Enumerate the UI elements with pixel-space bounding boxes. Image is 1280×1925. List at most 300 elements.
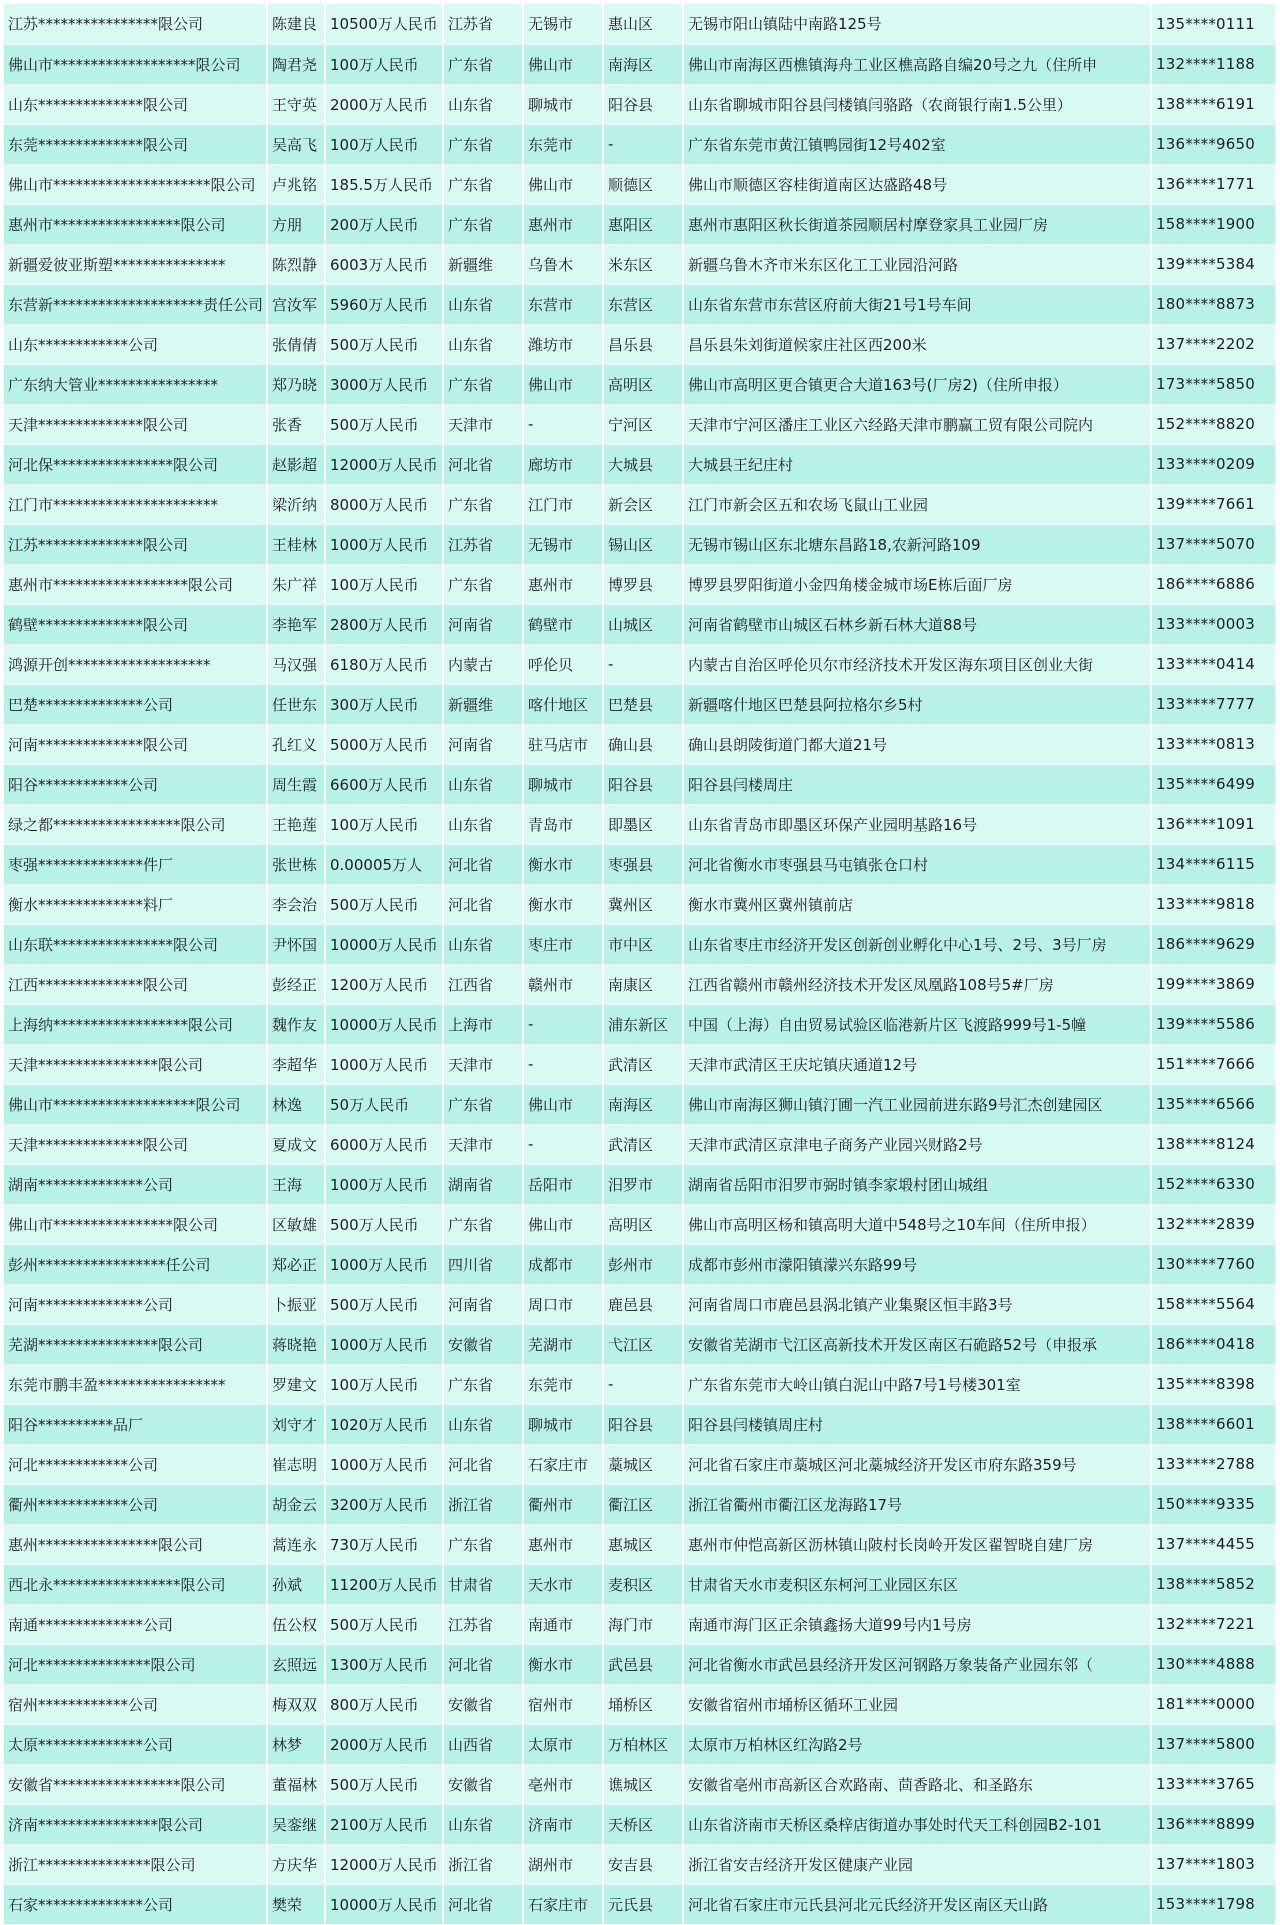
district-cell: 惠城区 [603, 1524, 683, 1564]
phone-cell: 137****1803 [1151, 1844, 1276, 1884]
province-cell: 江西省 [443, 964, 523, 1004]
district-cell: 宁河区 [603, 404, 683, 444]
table-row [4, 84, 1276, 124]
legal-person-cell: 彭经正 [267, 964, 325, 1004]
legal-person-cell: 刘守才 [267, 1404, 325, 1444]
legal-person-cell: 蒿连永 [267, 1524, 325, 1564]
company-name-cell: 惠州市******************限公司 [4, 564, 267, 604]
district-cell: 海门市 [603, 1604, 683, 1644]
table-row [4, 564, 1276, 604]
table-row [4, 1804, 1276, 1844]
district-cell: 弋江区 [603, 1324, 683, 1364]
registered-capital-cell: 10500万人民币 [325, 4, 443, 44]
registered-capital-cell: 1020万人民币 [325, 1404, 443, 1444]
province-cell: 广东省 [443, 204, 523, 244]
registered-capital-cell: 1000万人民币 [325, 1164, 443, 1204]
city-cell: 东莞市 [523, 124, 603, 164]
province-cell: 山东省 [443, 324, 523, 364]
table-row [4, 684, 1276, 724]
city-cell: 东营市 [523, 284, 603, 324]
table-row [4, 644, 1276, 684]
address-cell: 内蒙古自治区呼伦贝尔市经济技术开发区海东项目区创业大街 [683, 644, 1151, 684]
legal-person-cell: 区敏雄 [267, 1204, 325, 1244]
address-cell: 无锡市锡山区东北塘东昌路18,农新河路109 [683, 524, 1151, 564]
company-name-cell: 新疆爱彼亚斯塑*************** [4, 244, 267, 284]
company-name-cell: 上海纳******************限公司 [4, 1004, 267, 1044]
legal-person-cell: 任世东 [267, 684, 325, 724]
district-cell: 阳谷县 [603, 1404, 683, 1444]
city-cell: 枣庄市 [523, 924, 603, 964]
address-cell: 山东省济南市天桥区桑梓店街道办事处时代天工科创园B2-101 [683, 1804, 1151, 1844]
registered-capital-cell: 6003万人民币 [325, 244, 443, 284]
city-cell: 赣州市 [523, 964, 603, 1004]
company-name-cell: 江苏****************限公司 [4, 4, 267, 44]
district-cell: 安吉县 [603, 1844, 683, 1884]
district-cell: 武清区 [603, 1124, 683, 1164]
company-name-cell: 惠州市*****************限公司 [4, 204, 267, 244]
district-cell: 米东区 [603, 244, 683, 284]
province-cell: 河北省 [443, 884, 523, 924]
phone-cell: 136****9650 [1151, 124, 1276, 164]
legal-person-cell: 王海 [267, 1164, 325, 1204]
district-cell: 大城县 [603, 444, 683, 484]
address-cell: 山东省枣庄市经济开发区创新创业孵化中心1号、2号、3号厂房 [683, 924, 1151, 964]
phone-cell: 139****5384 [1151, 244, 1276, 284]
district-cell: 博罗县 [603, 564, 683, 604]
address-cell: 河北省衡水市枣强县马屯镇张仓口村 [683, 844, 1151, 884]
district-cell: 彭州市 [603, 1244, 683, 1284]
registered-capital-cell: 10000万人民币 [325, 924, 443, 964]
address-cell: 浙江省安吉经济开发区健康产业园 [683, 1844, 1151, 1884]
legal-person-cell: 王艳莲 [267, 804, 325, 844]
district-cell: 新会区 [603, 484, 683, 524]
address-cell: 湖南省岳阳市汨罗市弼时镇李家塅村团山城组 [683, 1164, 1151, 1204]
company-name-cell: 湖南**************公司 [4, 1164, 267, 1204]
district-cell: 高明区 [603, 1204, 683, 1244]
registered-capital-cell: 2100万人民币 [325, 1804, 443, 1844]
company-name-cell: 阳谷************公司 [4, 764, 267, 804]
table-row [4, 324, 1276, 364]
company-name-cell: 济南****************限公司 [4, 1804, 267, 1844]
phone-cell: 139****7661 [1151, 484, 1276, 524]
company-name-cell: 东营新********************责任公司 [4, 284, 267, 324]
company-name-cell: 西北永*****************限公司 [4, 1564, 267, 1604]
address-cell: 安徽省亳州市高新区合欢路南、茴香路北、和圣路东 [683, 1764, 1151, 1804]
company-name-cell: 天津**************限公司 [4, 404, 267, 444]
legal-person-cell: 罗建文 [267, 1364, 325, 1404]
company-name-cell: 绿之都*****************限公司 [4, 804, 267, 844]
registered-capital-cell: 500万人民币 [325, 1764, 443, 1804]
address-cell: 河南省周口市鹿邑县涡北镇产业集聚区恒丰路3号 [683, 1284, 1151, 1324]
city-cell: 鹤壁市 [523, 604, 603, 644]
phone-cell: 186****0418 [1151, 1324, 1276, 1364]
city-cell: 呼伦贝 [523, 644, 603, 684]
company-name-cell: 彭州*****************任公司 [4, 1244, 267, 1284]
address-cell: 山东省聊城市阳谷县闫楼镇闫骆路（农商银行南1.5公里） [683, 84, 1151, 124]
company-name-cell: 佛山市*********************限公司 [4, 164, 267, 204]
phone-cell: 135****6499 [1151, 764, 1276, 804]
table-row [4, 1364, 1276, 1404]
province-cell: 河南省 [443, 1284, 523, 1324]
province-cell: 广东省 [443, 1084, 523, 1124]
company-name-cell: 安徽省*****************限公司 [4, 1764, 267, 1804]
address-cell: 河北省石家庄市元氏县河北元氏经济开发区南区天山路 [683, 1884, 1151, 1924]
company-name-cell: 石家**************公司 [4, 1884, 267, 1924]
company-name-cell: 山东联****************限公司 [4, 924, 267, 964]
province-cell: 江苏省 [443, 524, 523, 564]
phone-cell: 150****9335 [1151, 1484, 1276, 1524]
table-row [4, 1124, 1276, 1164]
company-name-cell: 南通**************公司 [4, 1604, 267, 1644]
city-cell: - [523, 1044, 603, 1084]
table-row [4, 1484, 1276, 1524]
province-cell: 山东省 [443, 804, 523, 844]
phone-cell: 133****3765 [1151, 1764, 1276, 1804]
legal-person-cell: 吴高飞 [267, 124, 325, 164]
company-name-cell: 惠州****************限公司 [4, 1524, 267, 1564]
city-cell: 岳阳市 [523, 1164, 603, 1204]
city-cell: 喀什地区 [523, 684, 603, 724]
city-cell: 驻马店市 [523, 724, 603, 764]
city-cell: 石家庄市 [523, 1444, 603, 1484]
registered-capital-cell: 8000万人民币 [325, 484, 443, 524]
city-cell: 廊坊市 [523, 444, 603, 484]
province-cell: 新疆维 [443, 244, 523, 284]
province-cell: 四川省 [443, 1244, 523, 1284]
table-row [4, 724, 1276, 764]
table-row [4, 1604, 1276, 1644]
province-cell: 广东省 [443, 1364, 523, 1404]
province-cell: 内蒙古 [443, 644, 523, 684]
registered-capital-cell: 5000万人民币 [325, 724, 443, 764]
city-cell: 潍坊市 [523, 324, 603, 364]
table-row [4, 964, 1276, 1004]
district-cell: 锡山区 [603, 524, 683, 564]
district-cell: 巴楚县 [603, 684, 683, 724]
registered-capital-cell: 500万人民币 [325, 324, 443, 364]
city-cell: 衡水市 [523, 844, 603, 884]
registered-capital-cell: 11200万人民币 [325, 1564, 443, 1604]
city-cell: 天水市 [523, 1564, 603, 1604]
district-cell: 阳谷县 [603, 84, 683, 124]
phone-cell: 186****6886 [1151, 564, 1276, 604]
phone-cell: 135****6566 [1151, 1084, 1276, 1124]
legal-person-cell: 马汉强 [267, 644, 325, 684]
province-cell: 河北省 [443, 1444, 523, 1484]
address-cell: 成都市彭州市濛阳镇濛兴东路99号 [683, 1244, 1151, 1284]
phone-cell: 133****7777 [1151, 684, 1276, 724]
district-cell: 南康区 [603, 964, 683, 1004]
address-cell: 天津市宁河区潘庄工业区六经路天津市鹏赢工贸有限公司院内 [683, 404, 1151, 444]
table-row [4, 364, 1276, 404]
legal-person-cell: 董福林 [267, 1764, 325, 1804]
phone-cell: 133****0813 [1151, 724, 1276, 764]
table-row [4, 1884, 1276, 1924]
registered-capital-cell: 1000万人民币 [325, 1324, 443, 1364]
city-cell: 宿州市 [523, 1684, 603, 1724]
company-name-cell: 芜湖****************限公司 [4, 1324, 267, 1364]
table-row [4, 204, 1276, 244]
phone-cell: 158****5564 [1151, 1284, 1276, 1324]
city-cell: 惠州市 [523, 204, 603, 244]
legal-person-cell: 王桂林 [267, 524, 325, 564]
registered-capital-cell: 1000万人民币 [325, 1444, 443, 1484]
phone-cell: 173****5850 [1151, 364, 1276, 404]
city-cell: 石家庄市 [523, 1884, 603, 1924]
province-cell: 湖南省 [443, 1164, 523, 1204]
district-cell: 山城区 [603, 604, 683, 644]
company-name-cell: 宿州************公司 [4, 1684, 267, 1724]
address-cell: 广东省东莞市黄江镇鸭园街12号402室 [683, 124, 1151, 164]
district-cell: 枣强县 [603, 844, 683, 884]
city-cell: 无锡市 [523, 4, 603, 44]
company-name-cell: 山东************公司 [4, 324, 267, 364]
city-cell: 惠州市 [523, 1524, 603, 1564]
table-row [4, 1204, 1276, 1244]
legal-person-cell: 周生霞 [267, 764, 325, 804]
legal-person-cell: 樊荣 [267, 1884, 325, 1924]
table-row [4, 1084, 1276, 1124]
address-cell: 昌乐县朱刘街道候家庄社区西200米 [683, 324, 1151, 364]
company-name-cell: 河南**************公司 [4, 1284, 267, 1324]
company-name-cell: 江西**************限公司 [4, 964, 267, 1004]
district-cell: - [603, 644, 683, 684]
legal-person-cell: 陈建良 [267, 4, 325, 44]
registered-capital-cell: 100万人民币 [325, 1364, 443, 1404]
table-row [4, 484, 1276, 524]
table-row [4, 404, 1276, 444]
phone-cell: 133****0003 [1151, 604, 1276, 644]
table-row [4, 1444, 1276, 1484]
district-cell: 藁城区 [603, 1444, 683, 1484]
legal-person-cell: 李艳军 [267, 604, 325, 644]
table-row [4, 444, 1276, 484]
table-row [4, 4, 1276, 44]
legal-person-cell: 魏作友 [267, 1004, 325, 1044]
registered-capital-cell: 6180万人民币 [325, 644, 443, 684]
phone-cell: 132****7221 [1151, 1604, 1276, 1644]
registered-capital-cell: 6000万人民币 [325, 1124, 443, 1164]
district-cell: - [603, 124, 683, 164]
phone-cell: 139****5586 [1151, 1004, 1276, 1044]
phone-cell: 135****8398 [1151, 1364, 1276, 1404]
registered-capital-cell: 10000万人民币 [325, 1884, 443, 1924]
address-cell: 佛山市南海区西樵镇海舟工业区樵高路自编20号之九（住所申 [683, 44, 1151, 84]
city-cell: 济南市 [523, 1804, 603, 1844]
province-cell: 天津市 [443, 1044, 523, 1084]
province-cell: 安徽省 [443, 1764, 523, 1804]
phone-cell: 134****6115 [1151, 844, 1276, 884]
table-row [4, 1164, 1276, 1204]
table-row [4, 604, 1276, 644]
district-cell: 天桥区 [603, 1804, 683, 1844]
table-row [4, 284, 1276, 324]
phone-cell: 181****0000 [1151, 1684, 1276, 1724]
registered-capital-cell: 1000万人民币 [325, 1244, 443, 1284]
district-cell: 麦积区 [603, 1564, 683, 1604]
address-cell: 太原市万柏林区红沟路2号 [683, 1724, 1151, 1764]
province-cell: 广东省 [443, 124, 523, 164]
district-cell: 汨罗市 [603, 1164, 683, 1204]
table-row [4, 524, 1276, 564]
registered-capital-cell: 500万人民币 [325, 1204, 443, 1244]
registered-capital-cell: 100万人民币 [325, 124, 443, 164]
district-cell: 南海区 [603, 1084, 683, 1124]
address-cell: 河北省石家庄市藁城区河北藁城经济开发区市府东路359号 [683, 1444, 1151, 1484]
province-cell: 广东省 [443, 44, 523, 84]
legal-person-cell: 郑必正 [267, 1244, 325, 1284]
company-name-cell: 巴楚**************公司 [4, 684, 267, 724]
legal-person-cell: 尹怀国 [267, 924, 325, 964]
address-cell: 江门市新会区五和农场飞鼠山工业园 [683, 484, 1151, 524]
province-cell: 安徽省 [443, 1684, 523, 1724]
phone-cell: 133****9818 [1151, 884, 1276, 924]
address-cell: 江西省赣州市赣州经济技术开发区凤凰路108号5#厂房 [683, 964, 1151, 1004]
company-name-cell: 东莞市鹏丰盈***************** [4, 1364, 267, 1404]
city-cell: 成都市 [523, 1244, 603, 1284]
province-cell: 广东省 [443, 484, 523, 524]
district-cell: 市中区 [603, 924, 683, 964]
province-cell: 河南省 [443, 724, 523, 764]
legal-person-cell: 林梦 [267, 1724, 325, 1764]
phone-cell: 153****1798 [1151, 1884, 1276, 1924]
registered-capital-cell: 1000万人民币 [325, 1044, 443, 1084]
legal-person-cell: 方庆华 [267, 1844, 325, 1884]
legal-person-cell: 孙斌 [267, 1564, 325, 1604]
province-cell: 河南省 [443, 604, 523, 644]
address-cell: 佛山市南海区狮山镇汀圃一汽工业园前进东路9号汇杰创建园区 [683, 1084, 1151, 1124]
table-row [4, 804, 1276, 844]
address-cell: 确山县朗陵街道门都大道21号 [683, 724, 1151, 764]
district-cell: 惠阳区 [603, 204, 683, 244]
phone-cell: 158****1900 [1151, 204, 1276, 244]
table-row [4, 1004, 1276, 1044]
legal-person-cell: 方朋 [267, 204, 325, 244]
city-cell: - [523, 404, 603, 444]
province-cell: 河北省 [443, 444, 523, 484]
company-name-cell: 佛山市*******************限公司 [4, 1084, 267, 1124]
registered-capital-cell: 2000万人民币 [325, 1724, 443, 1764]
province-cell: 河北省 [443, 1644, 523, 1684]
company-table [4, 4, 1277, 1925]
district-cell: - [603, 1364, 683, 1404]
phone-cell: 152****8820 [1151, 404, 1276, 444]
table-row [4, 1044, 1276, 1084]
registered-capital-cell: 730万人民币 [325, 1524, 443, 1564]
address-cell: 南通市海门区正余镇鑫扬大道99号内1号房 [683, 1604, 1151, 1644]
company-name-cell: 河北***************限公司 [4, 1644, 267, 1684]
table-row [4, 124, 1276, 164]
city-cell: 太原市 [523, 1724, 603, 1764]
address-cell: 阳谷县闫楼镇周庄村 [683, 1404, 1151, 1444]
table-row [4, 1644, 1276, 1684]
city-cell: 周口市 [523, 1284, 603, 1324]
table-row [4, 1684, 1276, 1724]
legal-person-cell: 陈烈静 [267, 244, 325, 284]
registered-capital-cell: 500万人民币 [325, 884, 443, 924]
province-cell: 河北省 [443, 844, 523, 884]
city-cell: 青岛市 [523, 804, 603, 844]
company-name-cell: 天津****************限公司 [4, 1044, 267, 1084]
phone-cell: 137****2202 [1151, 324, 1276, 364]
address-cell: 河北省衡水市武邑县经济开发区河钢路万象装备产业园东邻（ [683, 1644, 1151, 1684]
table-row [4, 1844, 1276, 1884]
phone-cell: 130****4888 [1151, 1644, 1276, 1684]
registered-capital-cell: 100万人民币 [325, 564, 443, 604]
legal-person-cell: 李超华 [267, 1044, 325, 1084]
company-name-cell: 山东**************限公司 [4, 84, 267, 124]
phone-cell: 136****1771 [1151, 164, 1276, 204]
registered-capital-cell: 50万人民币 [325, 1084, 443, 1124]
legal-person-cell: 孔红义 [267, 724, 325, 764]
legal-person-cell: 陶君尧 [267, 44, 325, 84]
phone-cell: 135****0111 [1151, 4, 1276, 44]
address-cell: 河南省鹤壁市山城区石林乡新石林大道88号 [683, 604, 1151, 644]
province-cell: 安徽省 [443, 1324, 523, 1364]
table-row [4, 884, 1276, 924]
province-cell: 新疆维 [443, 684, 523, 724]
province-cell: 浙江省 [443, 1484, 523, 1524]
district-cell: 谯城区 [603, 1764, 683, 1804]
registered-capital-cell: 3000万人民币 [325, 364, 443, 404]
district-cell: 顺德区 [603, 164, 683, 204]
address-cell: 安徽省宿州市埇桥区循环工业园 [683, 1684, 1151, 1724]
phone-cell: 138****6191 [1151, 84, 1276, 124]
address-cell: 博罗县罗阳街道小金四角楼金城市场E栋后面厂房 [683, 564, 1151, 604]
district-cell: 鹿邑县 [603, 1284, 683, 1324]
province-cell: 山东省 [443, 284, 523, 324]
registered-capital-cell: 0.00005万人 [325, 844, 443, 884]
province-cell: 江苏省 [443, 1604, 523, 1644]
phone-cell: 133****0209 [1151, 444, 1276, 484]
province-cell: 天津市 [443, 1124, 523, 1164]
district-cell: 即墨区 [603, 804, 683, 844]
legal-person-cell: 梅双双 [267, 1684, 325, 1724]
district-cell: 衢江区 [603, 1484, 683, 1524]
province-cell: 山东省 [443, 1404, 523, 1444]
table-row [4, 1244, 1276, 1284]
province-cell: 山东省 [443, 1804, 523, 1844]
province-cell: 江苏省 [443, 4, 523, 44]
table-row [4, 44, 1276, 84]
table-row [4, 1564, 1276, 1604]
legal-person-cell: 卢兆铭 [267, 164, 325, 204]
province-cell: 广东省 [443, 1524, 523, 1564]
city-cell: 衡水市 [523, 884, 603, 924]
district-cell: 元氏县 [603, 1884, 683, 1924]
address-cell: 浙江省衢州市衢江区龙海路17号 [683, 1484, 1151, 1524]
legal-person-cell: 崔志明 [267, 1444, 325, 1484]
city-cell: 衡水市 [523, 1644, 603, 1684]
phone-cell: 136****1091 [1151, 804, 1276, 844]
legal-person-cell: 赵影超 [267, 444, 325, 484]
address-cell: 广东省东莞市大岭山镇白泥山中路7号1号楼301室 [683, 1364, 1151, 1404]
registered-capital-cell: 12000万人民币 [325, 1844, 443, 1884]
province-cell: 山东省 [443, 84, 523, 124]
registered-capital-cell: 12000万人民币 [325, 444, 443, 484]
registered-capital-cell: 200万人民币 [325, 204, 443, 244]
city-cell: 佛山市 [523, 1084, 603, 1124]
company-name-cell: 江苏**************限公司 [4, 524, 267, 564]
company-name-cell: 浙江***************限公司 [4, 1844, 267, 1884]
table-row [4, 1524, 1276, 1564]
city-cell: 佛山市 [523, 1204, 603, 1244]
legal-person-cell: 宫汝军 [267, 284, 325, 324]
table-row [4, 1324, 1276, 1364]
table-row [4, 924, 1276, 964]
address-cell: 阳谷县闫楼周庄 [683, 764, 1151, 804]
phone-cell: 132****1188 [1151, 44, 1276, 84]
